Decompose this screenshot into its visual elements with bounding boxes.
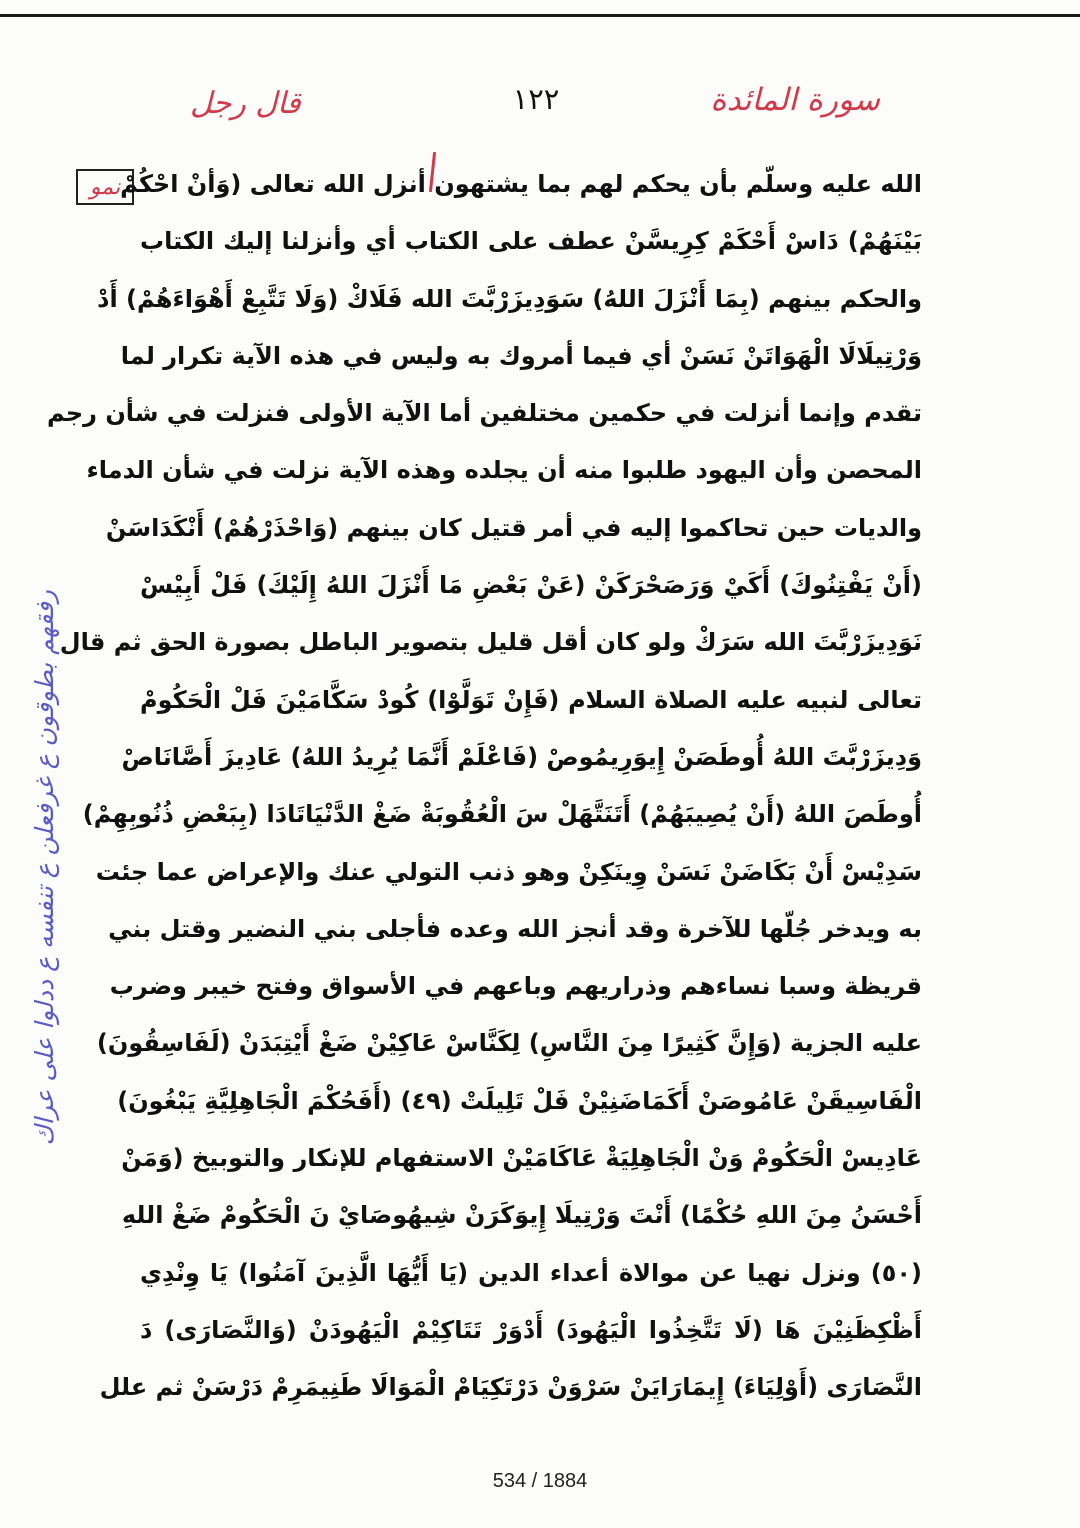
- text-line: والحكم بينهم (بِمَا أَنْزَلَ اللهُ) سَوَدِيزَرْبَّتَ الله فَلَاكْ (وَلَا تَتَّبِعْ أَهْوَاءَهُمْ) أَدْ: [97, 284, 922, 313]
- text-line: نَوَدِيزَرْبَّتَ الله سَرَكْ ولو كان أقل قليل بتصوير الباطل بصورة الحق ثم قال: [59, 628, 922, 657]
- text-line: سَدِيْسْ أَنْ بَكَاضَنْ نَسَنْ وِينَكِنْ وهو ذنب التولي عنك والإعراض عما جئت: [95, 857, 922, 886]
- text-line: أَحْسَنُ مِنَ اللهِ حُكْمًا) أَنْتَ وَرْتِيلَا إِيوَكَرَنْ شِيهُوصَايْ نَ الْحَكُومْ ضَغْ اللهِ: [121, 1201, 922, 1230]
- top-edge-rule: [0, 14, 1080, 17]
- text-line: والديات حين تحاكموا إليه في أمر قتيل كان بينهم (وَاحْذَرْهُمْ) أَنْكَدَاسَنْ: [105, 513, 922, 542]
- handwritten-header-note: قال رجل: [190, 86, 301, 121]
- body-text: [47, 156, 922, 1417]
- text-line: المحصن وأن اليهود طلبوا منه أن يجلده وهذه الآية نزلت في شأن الدماء: [86, 456, 922, 485]
- text-line: قريظة وسبا نساءهم وذراريهم وباعهم في الأسواق وفتح خيبر وضرب: [109, 972, 922, 1001]
- text-line: وَدِيزَرْبَّتَ اللهُ أُوطَصَنْ إِيوَرِيمُوصْ (فَاعْلَمْ أَنَّمَا يُرِيدُ اللهُ) عَادِيزَ أَصَّانَاصْ: [121, 742, 922, 771]
- text-line: به ويدخر جُلّها للآخرة وقد أنجز الله وعده فأجلى بني النضير وقتل بني: [108, 914, 922, 943]
- text-line: عَادِيسْ الْحَكُومْ وَنْ الْجَاهِلِيَةْ عَاكَامَيْنْ الاستفهام للإنكار والتوبيخ (وَمَنْ: [121, 1144, 922, 1173]
- boxed-margin-note: نمو: [76, 169, 134, 205]
- surah-title: سورة المائدة: [710, 82, 880, 118]
- text-line: عليه الجزية (وَإِنَّ كَثِيرًا مِنَ النَّاسِ) لِكَنَّاسْ عَاكِيْنْ ضَغْ أَيْتِبَدَنْ (لَفَاسِقُونَ): [96, 1029, 922, 1058]
- page-number: ١٢٢: [512, 82, 560, 116]
- handwritten-margin-note: رفقهم بطوقون ع غرفعلن ع تنفسه ع ددلوا على عراك: [30, 590, 59, 1146]
- text-line: تعالى لنبيه عليه الصلاة السلام (فَإِنْ تَوَلَّوْا) كُودْ سَكَّامَيْنَ فَلْ الْحَكُومْ: [140, 685, 922, 714]
- text-line: الله عليه وسلّم بأن يحكم لهم بما يشتهون أنزل الله تعالى (وَأنْ احْكُمْ: [120, 170, 922, 198]
- text-line: بَيْنَهُمْ) دَاسْ أَحْكَمْ كِرِيسَّنْ عطف على الكتاب أي وأنزلنا إليك الكتاب: [140, 227, 922, 256]
- text-line: أُوطَصَ اللهُ (أَنْ يُصِيبَهُمْ) أَتَنَتَّهَلْ سَ الْعُقُوبَةْ ضَغْ الدَّنْيَاتَادَا (بِبَعْضِ ذُنُوبِهِمْ): [82, 800, 922, 829]
- text-line: تقدم وإنما أنزلت في حكمين مختلفين أما الآية الأولى فنزلت في شأن رجم: [47, 399, 922, 428]
- text-line: النَّصَارَى (أَوْلِيَاءَ) إِيمَارَايَنْ سَرْوَنْ دَرْتَكِيَامْ الْمَوَالَا طَنِيمَرِمْ دَرْسَنْ ثم علل: [99, 1373, 922, 1402]
- text-line: وَرْتِيلَالَا الْهَوَاتَنْ نَسَنْ أي فيما أمروك به وليس في هذه الآية تكرار لما: [120, 341, 922, 370]
- page-indicator: 534 / 1884: [492, 1470, 588, 1492]
- text-line: (٥٠) ونزل نهيا عن موالاة أعداء الدين (يَا أَيُّهَا الَّذِينَ آمَنُوا) يَا وِنْدِي: [140, 1258, 922, 1287]
- text-line: (أَنْ يَفْتِنُوكَ) أَكَيْ وَرَصَحْرَكَنْ (عَنْ بَعْضِ مَا أَنْزَلَ اللهُ إِلَيْكَ) فَلْ أَبِيْسْ: [140, 571, 922, 600]
- text-line: الْفَاسِيقَنْ عَامُوصَنْ أَكَمَاضَنِيْنْ فَلْ تَلِيلَتْ (٤٩) (أَفَحُكْمَ الْجَاهِلِيَّةِ يَبْغُونَ): [117, 1086, 922, 1115]
- text-line: أَظْكِظَنِيْنَ هَا (لَا تَتَّخِذُوا الْيَهُودَ) أَدْوَرْ تَتَاكِيْمْ الْيَهُودَنْ (وَالنَّصَارَى) دَ: [140, 1315, 922, 1344]
